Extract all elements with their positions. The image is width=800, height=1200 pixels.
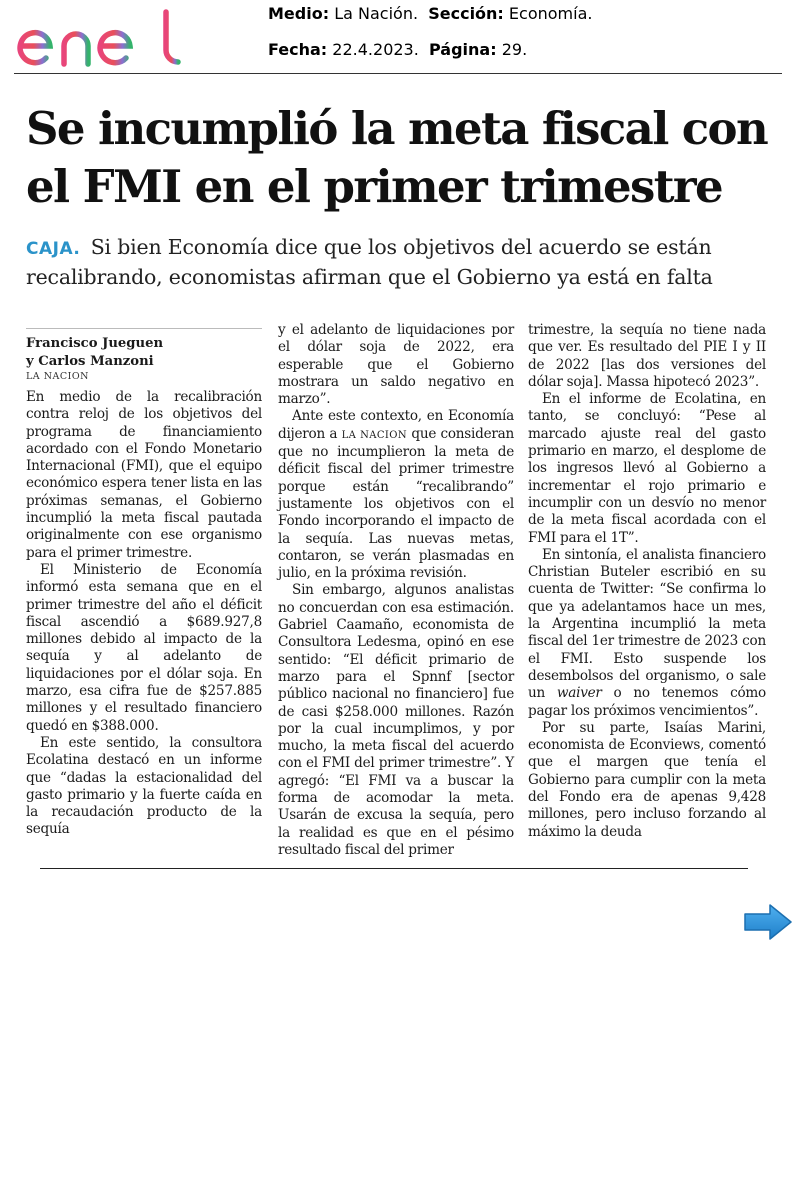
footer-divider bbox=[40, 868, 748, 869]
enel-logo bbox=[16, 4, 182, 70]
fecha-value: 22.4.2023. bbox=[332, 40, 419, 59]
article-headline: Se incumplió la meta fiscal con el FMI en el primer trimestre bbox=[26, 102, 768, 213]
paragraph: Por su parte, Isaías Marini, economista de Econviews, comentó que el margen que tenía el Gobierno para cumplir con la meta del Fondo era de apenas 9,428 millones, pero incluso forzando al máximo la deuda bbox=[528, 719, 766, 840]
lede-text: Si bien Economía dice que los objetivos del acuerdo se están recalibrando, economistas afirman que el Gobierno ya está en falta bbox=[26, 235, 713, 289]
paragraph: En medio de la recalibración contra reloj de los objetivos del programa de financiamiento acordado con el Fondo Monetario Internacional (FMI), que el equipo económico espera tener lista en las próximas semanas, el Gobierno incumplió la meta fiscal pautada originalmente con ese organismo para el primer trimestre. bbox=[26, 389, 262, 561]
header-meta-line-1 bbox=[268, 4, 592, 23]
paragraph: y el adelanto de liquidaciones por el dólar soja de 2022, era esperable que el Gobierno mostrara un saldo negativo en marzo”. bbox=[278, 322, 514, 408]
author-2: y Carlos Manzoni bbox=[26, 354, 154, 369]
paragraph-text: que consideran que no incumplieron la meta de déficit fiscal del primer trimestre porque están “recalibrando” justamente los objetivos con el Fondo incorporando el impacto de la sequía. Las nuevas metas, contaron, se verán plasmadas en julio, en la próxima revisión. bbox=[278, 425, 514, 582]
paragraph: trimestre, la sequía no tiene nada que ver. Es resultado del PIE I y II de 2022 [las dos versiones del dólar soja]. Massa hipotecó 2023”. bbox=[528, 322, 766, 390]
article-column-3 bbox=[528, 322, 766, 840]
paragraph-text: En sintonía, el analista financiero Christian Buteler escribió en su cuenta de Twitter: “Se confirma lo que ya adelantamos hace un mes, la Argentina incumplió la meta fiscal del 1er trimestre de 2023 con el FMI. Esto suspende los desembolsos del organismo, o sale un bbox=[528, 546, 766, 702]
paragraph: El Ministerio de Economía informó esta semana que en el primer trimestre del año el déficit fiscal ascendió a $689.927,8 millones debido al impacto de la sequía y al adelanto de liquidaciones por el dólar soja. En marzo, esa cifra fue de $257.885 millones y el resultado financiero quedó en $388.000. bbox=[26, 561, 262, 734]
author-1: Francisco Jueguen bbox=[26, 336, 164, 351]
header-divider bbox=[14, 73, 782, 74]
emphasis-term: waiver bbox=[556, 685, 602, 702]
paragraph bbox=[528, 547, 766, 720]
header-meta-line-2 bbox=[268, 40, 527, 59]
paragraph: En el informe de Ecolatina, en tanto, se concluyó: “Pese al marcado ajuste real del gasto primario en marzo, el desplome de los ingresos llevó al Gobierno a incrementar el rojo primario e incumplir con un desvío no menor de la meta fiscal acordada con el FMI para el 1T”. bbox=[528, 391, 766, 546]
byline-source: LA NACION bbox=[26, 371, 89, 382]
seccion-label: Sección: bbox=[428, 4, 504, 23]
article-column-1 bbox=[26, 318, 262, 838]
byline-divider bbox=[26, 328, 262, 329]
paragraph: En este sentido, la consultora Ecolatina destacó en un informe que “dadas la estacionalidad del gasto primario y la fuerte caída en la recaudación producto de la sequía bbox=[26, 734, 262, 838]
paragraph-text: Ante este contexto, en Economía dijeron a bbox=[278, 408, 514, 442]
section-kicker: CAJA. bbox=[26, 239, 81, 259]
byline bbox=[26, 335, 262, 371]
paragraph bbox=[278, 408, 514, 582]
paragraph: Sin embargo, algunos analistas no concuerdan con esa estimación. Gabriel Caamaño, economista de Consultora Ledesma, opinó en ese sentido: “El déficit primario de marzo para el Spnnf [sector público nacional no financiero] fue de casi $258.000 millones. Razón por la cual incumplimos, y por mucho, la meta fiscal del acuerdo con el FMI del primer trimestre”. Y agregó: “El FMI va a buscar la forma de acomodar la meta. Usarán de excusa la sequía, pero la realidad es que en el pésimo resultado fiscal del primer bbox=[278, 582, 514, 858]
fecha-label: Fecha: bbox=[268, 40, 328, 59]
arrow-right-icon[interactable] bbox=[742, 902, 794, 942]
pagina-value: 29. bbox=[501, 40, 528, 59]
article-column-2 bbox=[278, 322, 514, 858]
paragraph-text: o no tenemos cómo pagar los próximos vencimientos”. bbox=[528, 685, 766, 719]
medio-value: La Nación. bbox=[334, 4, 419, 23]
publication-name: LA NACION bbox=[341, 429, 408, 441]
medio-label: Medio: bbox=[268, 4, 330, 23]
seccion-value: Economía. bbox=[508, 4, 593, 23]
article-lede bbox=[26, 233, 786, 291]
pagina-label: Página: bbox=[428, 40, 497, 59]
